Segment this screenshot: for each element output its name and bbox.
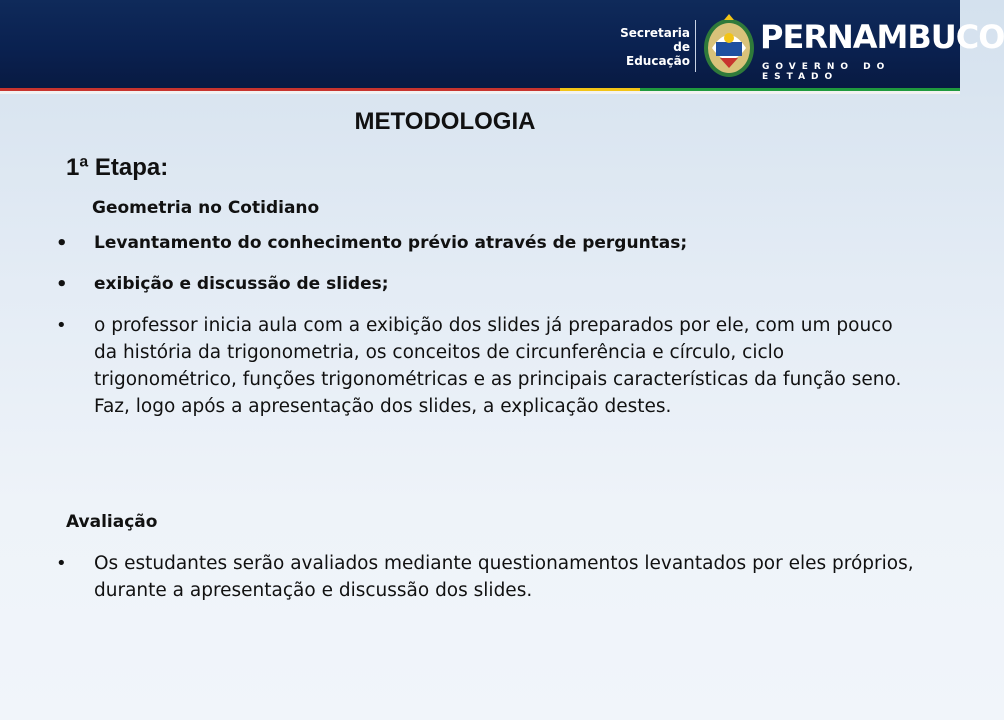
secretaria-label [604,26,690,68]
list-item: • Os estudantes serão avaliados mediante questionamentos levantados por eles próprios, durante a apresentação e discussão dos slides. [56,550,916,604]
list-item: • Levantamento do conhecimento prévio através de perguntas; [56,230,916,257]
brand-name: PERNAMBUCO [760,18,1004,56]
subheading: Geometria no Cotidiano [92,198,320,218]
evaluation-heading: Avaliação [66,512,158,532]
methodology-list [56,230,916,434]
header-bar [0,0,1004,88]
list-item: • o professor inicia aula com a exibição dos slides já preparados por ele, com um pouco da história da trigonometria, os conceitos de circunferência e círculo, ciclo trigonométrico, funções trigonométricas e as principais características da função seno. Faz, logo após a apresentação dos slides, a explicação destes. [56,312,916,420]
stage-heading: 1ª Etapa: [66,154,169,181]
slide-content [0,94,960,720]
secretaria-line-1: Secretaria de [620,26,690,54]
header-divider [695,20,696,72]
list-item: • exibição e discussão de slides; [56,271,916,298]
brand-subtitle: GOVERNO DO ESTADO [762,62,891,82]
evaluation-list [56,550,916,618]
state-crest-icon [702,14,756,80]
secretaria-line-2: Educação [626,54,690,68]
slide-title: METODOLOGIA [354,108,536,135]
